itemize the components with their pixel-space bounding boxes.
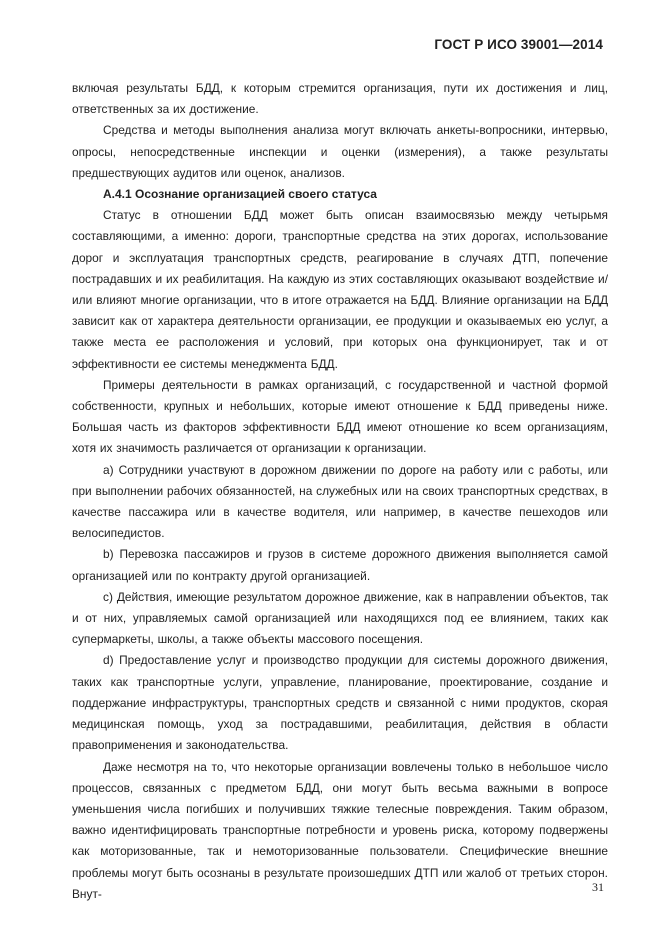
- list-item-b: b) Перевозка пассажиров и грузов в системе дорожного движения выполняется самой организацией или по контракту другой организацией.: [72, 547, 608, 583]
- list-item-d: d) Предоставление услуг и производство продукции для системы дорожного движения, таких как транспортные услуги, управление, планирование, проектирование, создание и поддержание инфраструктуры, транспортных средств и связанной с ними продуктов, скорая медицинская помощь, уход за пострадавшими, реабилитация, действия в области правоприменения и законодательства.: [72, 653, 608, 753]
- page-number: 31: [592, 880, 604, 894]
- paragraph-status: Статус в отношении БДД может быть описан взаимосвязью между четырьмя составляющими, а именно: дороги, транспортные средства на этих дорогах, использование дорог и эксплуатация транспортных средств, реагирование в случаях ДТП, попечение пострадавших и их реабилитация. На каждую из этих составляющих оказывают воздействие и/или влияют многие организации, что в итоге отражается на БДД. Влияние организации на БДД зависит как от характера деятельности организации, ее продукции и оказываемых ею услуг, а также места ее расположения и условий, при которых она функционирует, так и от эффективности ее системы менеджмента БДД.: [72, 208, 608, 371]
- paragraph-small-organizations: Даже несмотря на то, что некоторые организации вовлечены только в небольшое число процессов, связанных с предметом БДД, они могут быть весьма важными в вопросе уменьшения числа погибших и получивших тяжкие телесные повреждения. Таким образом, важно идентифицировать транспортные потребности и уровень риска, которому подвержены как моторизованные, так и немоторизованные пользователи. Специфические внешние проблемы могут быть осознаны в результате произошедших ДТП или жалоб от третьих сторон. Внут-: [72, 759, 608, 901]
- list-item-c: c) Действия, имеющие результатом дорожное движение, как в направлении объектов, так и от них, управляемых самой организацией или находящихся под ее влиянием, таких как супермаркеты, школы, а также объекты массового посещения.: [72, 589, 608, 647]
- paragraph-examples: Примеры деятельности в рамках организаций, с государственной и частной формой собственности, крупных и небольших, которые имеют отношение к БДД приведены ниже. Большая часть из факторов эффективности БДД имеют отношение ко всем организациям, хотя их значимость различается от организации к организации.: [72, 377, 608, 456]
- list-item-a: a) Сотрудники участвуют в дорожном движении по дороге на работу или с работы, или при выполнении рабочих обязанностей, на служебных или на своих транспортных средствах, в качестве пассажира или в качестве водителя, или например, в качестве пешеходов или велосипедистов.: [72, 462, 608, 541]
- document-header: ГОСТ Р ИСО 39001—2014: [434, 37, 603, 52]
- document-body: [72, 78, 608, 905]
- paragraph-analysis-methods: Средства и методы выполнения анализа могут включать анкеты-вопросники, интервью, опросы, непосредственные инспекции и оценки (измерения), а также результаты предшествующих аудитов или оценок, анализов.: [72, 123, 608, 180]
- paragraph-continuation: включая результаты БДД, к которым стремится организация, пути их достижения и лиц, ответственных за их достижение.: [72, 81, 608, 117]
- section-heading: А.4.1 Осознание организацией своего статуса: [103, 187, 377, 202]
